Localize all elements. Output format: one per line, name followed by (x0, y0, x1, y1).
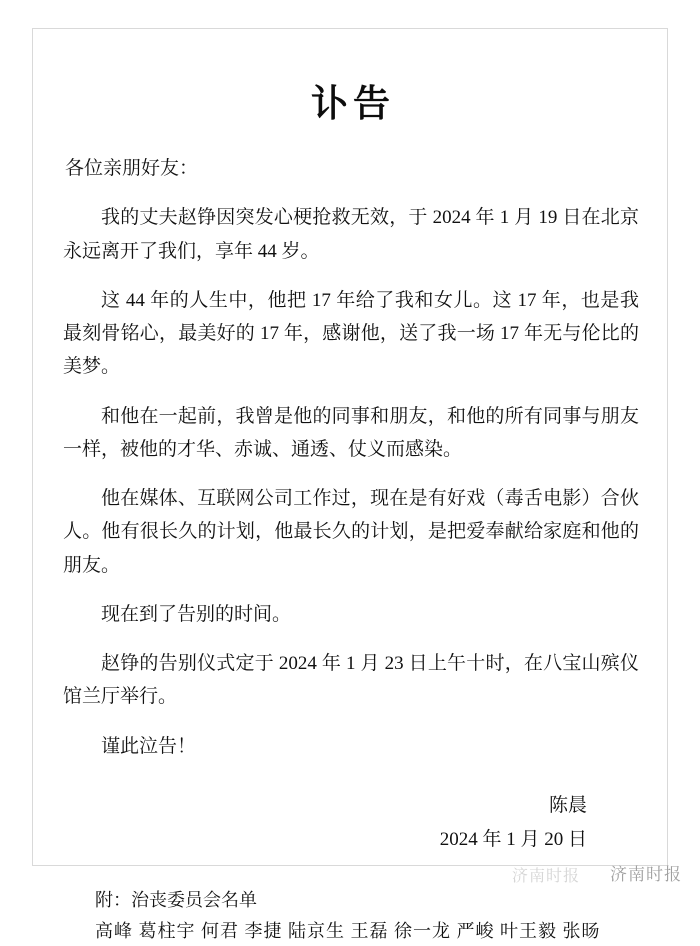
paragraph: 谨此泣告！ (101, 735, 197, 757)
watermark-faint: 济南时报 (511, 868, 580, 885)
paragraph: 我的丈夫赵铮因突发心梗抢救无效，于 2024 年 1 月 19 日在北京永远离开了我们，享年 44 岁。 (63, 207, 639, 262)
signature-date: 2024 年 1 月 20 日 (439, 828, 587, 850)
paragraph: 他在媒体、互联网公司工作过，现在是有好戏（毒舌电影）合伙人。他有很长久的计划，他最长久的计划，是把爱奉献给家庭和他的朋友。 (63, 488, 639, 576)
page-title: 讣告 (311, 84, 395, 125)
watermark: 济南时报 (610, 865, 682, 884)
paragraph: 这 44 年的人生中，他把 17 年给了我和女儿。这 17 年，也是我最刻骨铭心，最美好的 17 年，感谢他，送了我一场 17 年无与伦比的美梦。 (63, 289, 639, 378)
signature-block (63, 789, 643, 857)
salutation: 各位亲朋好友： (65, 158, 199, 179)
appendix-label: 附：治丧委员会名单 (95, 890, 257, 911)
signature-name: 陈晨 (548, 794, 587, 816)
appendix-names: 高峰 葛柱宇 何君 李捷 陆京生 王磊 徐一龙 严峻 叶王毅 张旸 (95, 920, 601, 941)
paragraph: 赵铮的告别仪式定于 2024 年 1 月 23 日上午十时，在八宝山殡仪馆兰厅举行。 (63, 653, 639, 708)
paragraph: 现在到了告别的时间。 (101, 603, 292, 625)
paragraph: 和他在一起前，我曾是他的同事和朋友，和他的所有同事与朋友一样，被他的才华、赤诚、通透、仗义而感染。 (63, 405, 639, 460)
